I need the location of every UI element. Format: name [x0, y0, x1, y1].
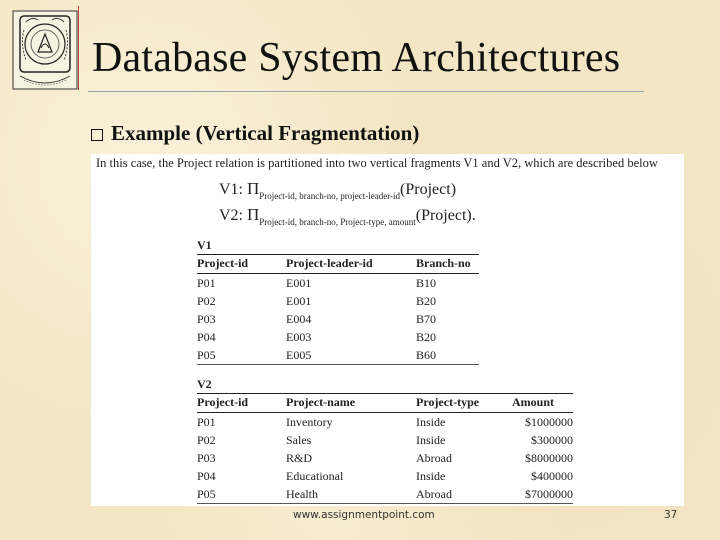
- fragmentation-example: [91, 154, 684, 506]
- table-cell: P05: [197, 346, 286, 365]
- table-cell: B20: [416, 294, 437, 308]
- projection-symbol: Π: [247, 179, 260, 198]
- table-cell: Abroad: [416, 485, 512, 504]
- table-cell: Educational: [286, 469, 344, 483]
- table-cell: B10: [416, 276, 437, 290]
- slide-title: Database System Architectures: [92, 35, 621, 81]
- formula-relation: (Project).: [415, 207, 476, 224]
- table-v2-label: V2: [197, 377, 212, 391]
- title-rule: [88, 91, 644, 92]
- table-cell: Inside: [416, 469, 446, 483]
- table-cell: P01: [197, 415, 216, 429]
- table-cell: E004: [286, 312, 312, 326]
- formula-relation: (Project): [400, 181, 457, 198]
- table-cell: B20: [416, 330, 437, 344]
- table-row: [197, 449, 573, 467]
- table-row: [197, 431, 573, 449]
- table-cell: Sales: [286, 433, 312, 447]
- table-cell: $400000: [531, 469, 573, 483]
- bullet-text: Example (Vertical Fragmentation): [111, 121, 420, 145]
- table-cell: B70: [416, 312, 437, 326]
- table-header-row: [197, 255, 479, 274]
- table-v2: [197, 393, 573, 504]
- formula-v1: [219, 179, 456, 199]
- column-header: Project-type: [416, 394, 512, 413]
- table-cell: E001: [286, 276, 312, 290]
- table-row: [197, 292, 479, 310]
- table-row: [197, 413, 573, 432]
- table-cell: $7000000: [512, 485, 573, 504]
- bullet-heading: [91, 121, 419, 146]
- table-cell: P02: [197, 294, 216, 308]
- table-row: [197, 467, 573, 485]
- column-header: Amount: [512, 394, 573, 413]
- table-cell: $300000: [531, 433, 573, 447]
- table-cell: P03: [197, 312, 216, 326]
- university-logo: [12, 10, 78, 90]
- table-cell: P02: [197, 433, 216, 447]
- table-row: [197, 310, 479, 328]
- formula-subscript: Project-id, branch-no, project-leader-id: [259, 191, 401, 201]
- table-cell: P03: [197, 451, 216, 465]
- table-cell: $8000000: [525, 451, 573, 465]
- table-header-row: [197, 394, 573, 413]
- table-cell: B60: [416, 346, 479, 365]
- table-cell: P01: [197, 276, 216, 290]
- column-header: Project-leader-id: [286, 255, 416, 274]
- formula-subscript: Project-id, branch-no, Project-type, amount: [259, 217, 416, 227]
- footer-url: www.assignmentpoint.com: [293, 509, 435, 521]
- table-cell: Abroad: [416, 451, 452, 465]
- column-header: Branch-no: [416, 255, 479, 274]
- table-row: [197, 346, 479, 365]
- table-cell: Inside: [416, 433, 446, 447]
- table-cell: $1000000: [525, 415, 573, 429]
- column-header: Project-id: [197, 255, 286, 274]
- table-cell: R&D: [286, 451, 313, 465]
- table-v1: [197, 254, 479, 365]
- page-number: 37: [664, 509, 678, 521]
- table-cell: P04: [197, 330, 216, 344]
- table-row: [197, 485, 573, 504]
- formula-name: V1:: [219, 181, 243, 198]
- table-row: [197, 274, 479, 293]
- table-cell: Inventory: [286, 415, 333, 429]
- table-v1-label: V1: [197, 238, 212, 252]
- table-cell: Inside: [416, 415, 446, 429]
- table-cell: E005: [286, 346, 416, 365]
- table-cell: E003: [286, 330, 312, 344]
- table-row: [197, 328, 479, 346]
- title-divider: [78, 6, 79, 90]
- formula-v2: [219, 205, 476, 225]
- table-cell: E001: [286, 294, 312, 308]
- table-cell: P04: [197, 469, 216, 483]
- column-header: Project-id: [197, 394, 286, 413]
- column-header: Project-name: [286, 394, 416, 413]
- checkbox-bullet-icon: [91, 129, 103, 141]
- table-cell: P05: [197, 485, 286, 504]
- table-cell: Health: [286, 485, 416, 504]
- formula-name: V2:: [219, 207, 243, 224]
- intro-text: In this case, the Project relation is partitioned into two vertical fragments V1 and V2, which are described below: [96, 156, 658, 170]
- projection-symbol: Π: [247, 205, 260, 224]
